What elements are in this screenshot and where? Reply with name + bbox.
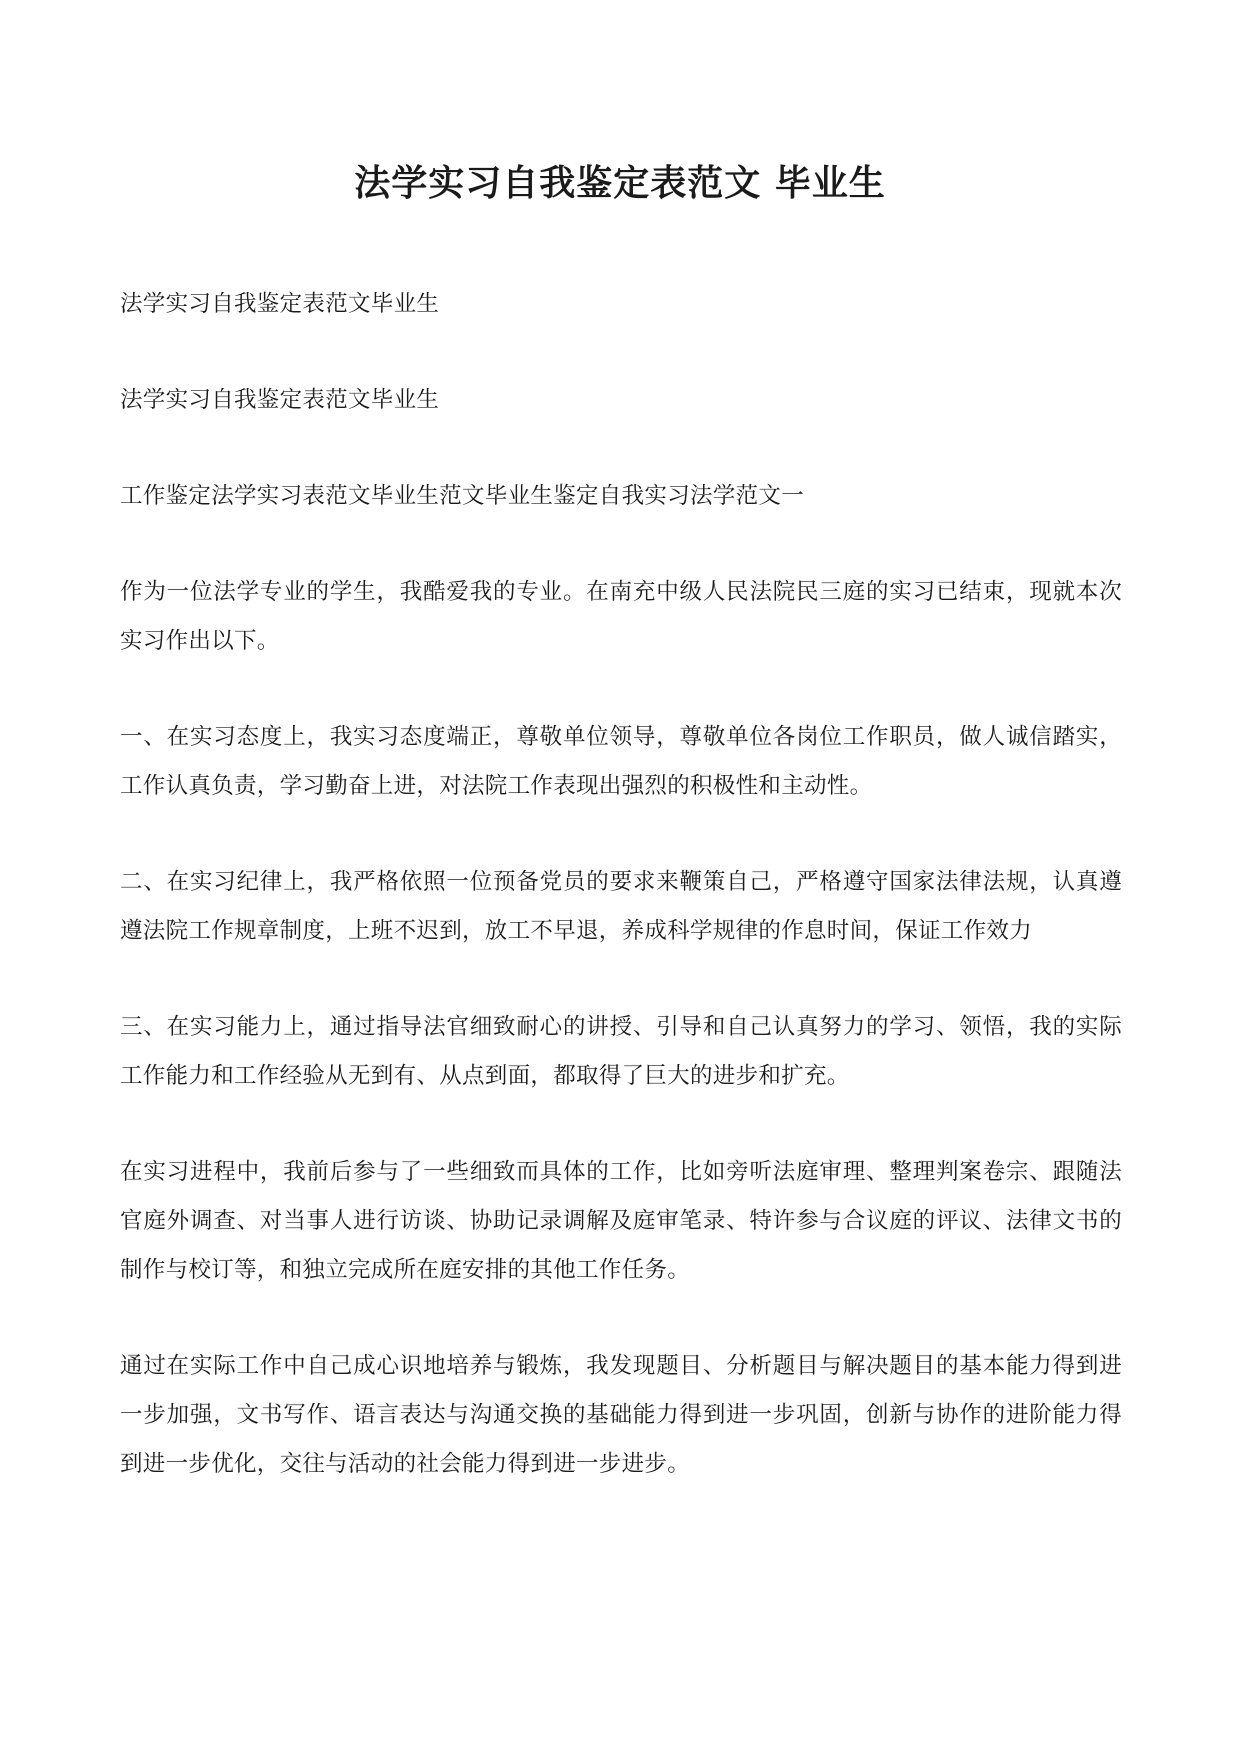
paragraph-ability: 三、在实习能力上，通过指导法官细致耐心的讲授、引导和自己认真努力的学习、领悟，我的实际工作能力和工作经验从无到有、从点到面，都取得了巨大的进步和扩充。	[120, 1014, 1122, 1089]
paragraph-keywords: 工作鉴定法学实习表范文毕业生范文毕业生鉴定自我实习法学范文一	[120, 483, 805, 509]
paragraph-conclusion: 通过在实际工作中自己成心识地培养与锻炼，我发现题目、分析题目与解决题目的基本能力得到进一步加强，文书写作、语言表达与沟通交换的基础能力得到进一步巩固，创新与协作的进阶能力得到进一步优化，交往与活动的社会能力得到进一步进步。	[120, 1353, 1122, 1477]
document-title: 法学实习自我鉴定表范文 毕业生	[354, 162, 886, 204]
paragraph-heading-1: 法学实习自我鉴定表范文毕业生	[120, 291, 440, 317]
paragraph-heading-2: 法学实习自我鉴定表范文毕业生	[120, 387, 440, 413]
paragraph-process: 在实习进程中，我前后参与了一些细致而具体的工作，比如旁听法庭审理、整理判案卷宗、跟随法官庭外调查、对当事人进行访谈、协助记录调解及庭审笔录、特许参与合议庭的评议、法律文书的制作与校订等，和独立完成所在庭安排的其他工作任务。	[120, 1159, 1122, 1283]
paragraph-discipline: 二、在实习纪律上，我严格依照一位预备党员的要求来鞭策自己，严格遵守国家法律法规，认真遵遵法院工作规章制度，上班不迟到，放工不早退，养成科学规律的作息时间，保证工作效力	[120, 869, 1122, 944]
document-body	[120, 280, 1122, 1536]
paragraph-attitude: 一、在实习态度上，我实习态度端正，尊敬单位领导，尊敬单位各岗位工作职员，做人诚信踏实，工作认真负责，学习勤奋上进，对法院工作表现出强烈的积极性和主动性。	[120, 724, 1122, 799]
paragraph-intro: 作为一位法学专业的学生，我酷爱我的专业。在南充中级人民法院民三庭的实习已结束，现就本次实习作出以下。	[120, 579, 1122, 654]
